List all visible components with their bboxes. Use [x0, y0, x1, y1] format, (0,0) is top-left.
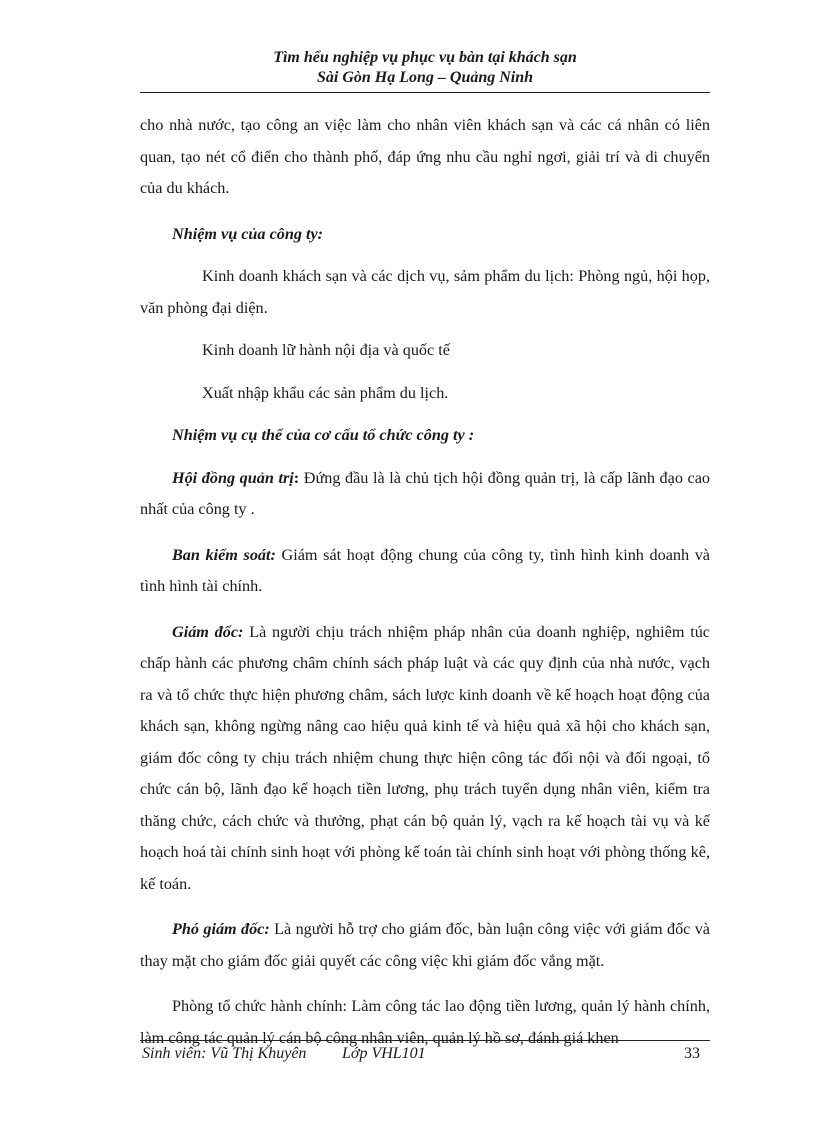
- paragraph-board: [140, 463, 710, 526]
- footer-student-name: Sinh viên: Vũ Thị Khuyên: [142, 1045, 307, 1062]
- paragraph-business-hotel: Kinh doanh khách sạn và các dịch vụ, sảm phẩm du lịch: Phòng ngủ, hội họp, văn phòng đại diện.: [140, 267, 710, 317]
- paragraph-travel-business: Kinh doanh lữ hành nội địa và quốc tế: [202, 341, 450, 359]
- document-body: [140, 110, 710, 1068]
- section-heading-company-tasks: Nhiệm vụ của công ty:: [172, 224, 324, 243]
- header-title-line1: Tìm hểu nghiệp vụ phục vụ bàn tại khách sạn: [273, 49, 577, 66]
- text-board: Đứng đầu là là chủ tịch hội đồng quản trị, là cấp lãnh đạo cao nhất của công ty .: [140, 468, 710, 518]
- term-board-colon: :: [293, 468, 300, 487]
- paragraph-import-export: Xuất nhập khẩu các sản phẩm du lịch.: [202, 383, 449, 402]
- text-director: Là người chịu trách nhiệm pháp nhân của doanh nghiệp, nghiêm túc chấp hành các phương châm chính sách pháp luật và các quy định của nhà nước, vạch ra và tổ chức thực hiện phương châm, sách lược kinh doanh về kế hoạch hoạt động của khách sạn, không ngừng nâng cao hiệu quả kinh tế và hiệu quả xã hội cho khách sạn, giám đốc công ty chịu trách nhiệm chung thực hiện công tác đối nội và đối ngoại, tổ chức cán bộ, lãnh đạo kế hoạch tiền lương, phụ trách tuyển dụng nhân viên, kiểm tra thăng chức, cách chức và thưởng, phạt cán bộ quản lý, vạch ra kế hoạch tài vụ và kế hoạch hoá tài chính sinh hoạt với phòng kế toán tài chính sinh hoạt với phòng thống kê, kế toán.: [140, 622, 710, 893]
- page-number: 33: [684, 1045, 700, 1062]
- paragraph-deputy-director: [140, 914, 710, 977]
- term-board: Hội đồng quản trị: [172, 468, 294, 487]
- term-deputy-director: Phó giám đốc:: [172, 920, 270, 938]
- section-heading-org-structure: Nhiệm vụ cụ thể của cơ cấu tổ chức công ty :: [172, 426, 475, 444]
- paragraph-intro: cho nhà nước, tạo công an việc làm cho nhân viên khách sạn và các cá nhân có liên quan, tạo nét cổ điển cho thành phố, đáp ứng nhu cầu nghỉ ngơi, giải trí và di chuyển của du khách.: [140, 116, 710, 197]
- header-title-line2: Sài Gòn Hạ Long – Quảng Ninh: [316, 69, 534, 86]
- term-supervisory: Ban kiểm soát:: [172, 545, 276, 564]
- paragraph-admin-dept: Phòng tổ chức hành chính: Làm công tác lao động tiền lương, quản lý hành chính, làm công tác quản lý cán bộ công nhân viên, quản lý hồ sơ, đánh giá khen: [140, 997, 710, 1047]
- term-director: Giám đốc:: [172, 622, 244, 641]
- paragraph-director: [140, 617, 710, 901]
- footer-class: Lớp VHL101: [342, 1045, 426, 1062]
- header-divider: [140, 92, 710, 93]
- page-header: [140, 48, 710, 88]
- footer-divider: [140, 1040, 710, 1041]
- paragraph-supervisory: [140, 540, 710, 603]
- text-supervisory: Giám sát hoạt động chung của công ty, tình hình kinh doanh và tình hình tài chính.: [140, 545, 710, 595]
- text-deputy-director: Là người hỗ trợ cho giám đốc, bàn luận công việc với giám đốc và thay mặt cho giám đốc giải quyết các công việc khi giám đốc vắng mặt.: [140, 920, 710, 970]
